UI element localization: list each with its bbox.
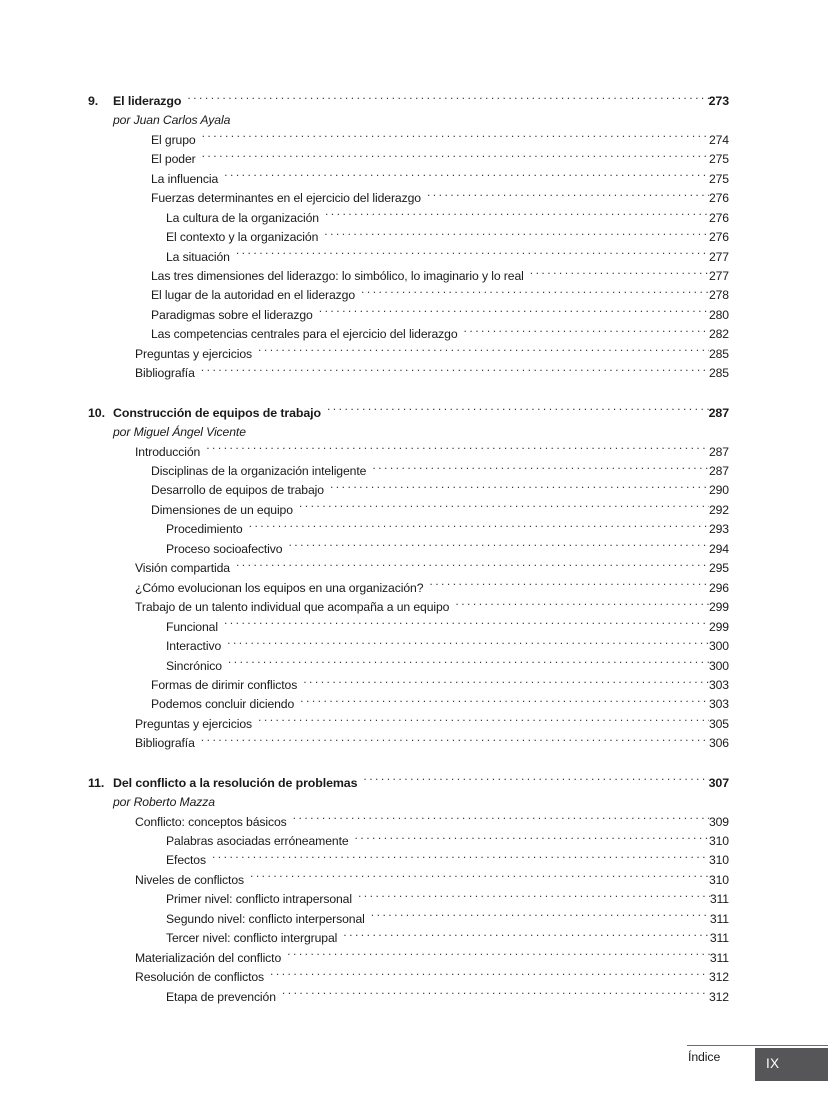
toc-entry[interactable] [88,520,729,539]
toc-chapter [88,92,729,384]
toc-entry-label: Desarrollo de equipos de trabajo [151,483,324,498]
toc-chapter-title: El liderazgo [113,94,182,108]
toc-entry-page: 312 [708,970,729,985]
toc-entry[interactable] [88,131,729,150]
toc-entry-page: 280 [708,307,729,322]
toc-entry-label: La situación [166,249,230,264]
dot-leader [258,346,709,358]
footer-rule [687,1045,828,1046]
toc-entry-page: 310 [708,872,729,887]
toc-entry[interactable] [88,988,729,1007]
dot-leader [236,248,709,260]
toc-entry-label: Primer nivel: conflicto intrapersonal [166,892,352,907]
dot-leader [212,852,709,864]
page-number: IX [766,1056,780,1071]
toc-entry-page: 303 [708,697,729,712]
toc-entry[interactable] [88,657,729,676]
dot-leader [201,365,709,377]
toc-entry[interactable] [88,695,729,714]
dot-leader [371,911,710,923]
dot-leader [236,560,709,572]
toc-entry-page: 303 [708,677,729,692]
toc-chapter [88,774,729,1007]
toc-entry-label: Preguntas y ejercicios [135,716,253,731]
dot-leader [300,696,709,708]
toc-entry-label: Efectos [166,853,206,868]
toc-chapter-author: por Juan Carlos Ayala [113,113,231,128]
toc-entry-label: Materialización del conflicto [135,950,282,965]
toc-entry-page: 282 [708,327,729,342]
toc-chapter-author: por Miguel Ángel Vicente [113,425,246,440]
dot-leader [224,171,709,183]
toc-entry-label: El poder [151,152,196,167]
dot-leader [427,190,709,202]
dot-leader [358,891,710,903]
toc-entry-label: Dimensiones de un equipo [151,502,293,517]
toc-chapter-page: 307 [708,775,729,790]
toc-entry-page: 300 [708,639,729,654]
dot-leader [372,463,709,475]
dot-leader [299,502,709,514]
toc-entry[interactable] [88,598,729,617]
dot-leader [530,268,709,280]
toc-entry-page: 285 [708,346,729,361]
toc-entry[interactable] [88,364,729,383]
dot-leader [325,209,709,221]
toc-entry[interactable] [88,890,729,909]
toc-entry[interactable] [88,949,729,968]
page-footer [0,1040,828,1119]
dot-leader [455,599,709,611]
toc-entry-label: Disciplinas de la organización inteligente [151,463,367,478]
toc-entry-label: Resolución de conflictos [135,970,265,985]
toc-entry[interactable] [88,540,729,559]
toc-entry-page: 296 [708,580,729,595]
dot-leader [228,657,709,669]
toc-entry-page: 293 [708,522,729,537]
toc-entry-page: 277 [708,268,729,283]
toc-entry[interactable] [88,734,729,753]
toc-entry-page: 310 [708,853,729,868]
dot-leader [355,833,709,845]
toc-entry[interactable] [88,501,729,520]
dot-leader [227,638,709,650]
toc-entry-label: El grupo [151,132,196,147]
toc-entry[interactable] [88,462,729,481]
toc-chapter-heading[interactable] [88,774,729,793]
toc-chapter [88,404,729,754]
toc-chapter-page: 273 [708,94,729,108]
toc-entry-page: 278 [708,288,729,303]
toc-entry-label: La cultura de la organización [166,210,319,225]
toc-entry-label: Procedimiento [166,522,243,537]
dot-leader [250,872,709,884]
toc-entry-label: Podemos concluir diciendo [151,697,295,712]
toc-entry-page: 311 [709,931,729,946]
toc-entry[interactable] [88,813,729,832]
footer-section-label: Índice [688,1050,721,1064]
dot-leader [270,969,709,981]
toc-entry-label: Proceso socioafectivo [166,541,283,556]
toc-entry-page: 276 [708,191,729,206]
toc-entry[interactable] [88,851,729,870]
toc-entry[interactable] [88,910,729,929]
dot-leader [327,404,709,416]
toc-entry[interactable] [88,189,729,208]
toc-entry-page: 312 [708,989,729,1004]
dot-leader [201,735,709,747]
toc-entry[interactable] [88,637,729,656]
toc-entry-page: 287 [708,463,729,478]
toc-chapter-heading[interactable] [88,404,729,423]
toc-entry-page: 274 [708,132,729,147]
toc-entry[interactable] [88,150,729,169]
dot-leader [258,716,709,728]
dot-leader [363,774,708,786]
toc-entry-label: Fuerzas determinantes en el ejercicio del liderazgo [151,191,421,206]
toc-entry[interactable] [88,306,729,325]
toc-entry-page: 311 [709,892,729,907]
toc-entry[interactable] [88,579,729,598]
toc-entry[interactable] [88,832,729,851]
toc-entry[interactable] [88,170,729,189]
dot-leader [324,229,709,241]
dot-leader [202,151,709,163]
toc-entry[interactable] [88,618,729,637]
toc-entry-label: Bibliografía [135,366,195,381]
dot-leader [343,930,710,942]
toc-entry-label: Niveles de conflictos [135,872,244,887]
toc-entry-page: 295 [708,561,729,576]
toc-entry[interactable] [88,929,729,948]
toc-entry-label: El contexto y la organización [166,230,319,245]
dot-leader [464,326,709,338]
page-number-box [755,1048,828,1081]
toc-entry-page: 285 [708,366,729,381]
toc-entry-label: Conflicto: conceptos básicos [135,814,287,829]
toc-entry-label: Formas de dirimir conflictos [151,677,298,692]
dot-leader [249,521,709,533]
toc-entry-label: Etapa de prevención [166,989,276,1004]
toc-entry-page: 305 [708,716,729,731]
dot-leader [202,132,709,144]
toc-entry[interactable] [88,481,729,500]
toc-entry-page: 277 [708,249,729,264]
toc-entry-label: La influencia [151,171,219,186]
toc-entry-page: 276 [708,210,729,225]
toc-entry-page: 292 [708,502,729,517]
toc-entry[interactable] [88,715,729,734]
toc-entry-page: 290 [708,483,729,498]
dot-leader [361,287,709,299]
toc-entry-label: Visión compartida [135,561,230,576]
toc-entry-label: Interactivo [166,639,222,654]
dot-leader [282,988,709,1000]
toc-entry-page: 309 [708,814,729,829]
toc-entry-page: 294 [708,541,729,556]
toc-entry-label: Las competencias centrales para el ejercicio del liderazgo [151,327,458,342]
toc-entry[interactable] [88,325,729,344]
toc-entry[interactable] [88,968,729,987]
dot-leader [303,677,709,689]
toc-chapter-title: Construcción de equipos de trabajo [113,405,321,420]
toc-entry-page: 310 [708,834,729,849]
toc-entry-page: 299 [708,619,729,634]
toc-entry[interactable] [88,267,729,286]
toc-entry-page: 306 [708,736,729,751]
toc-chapter-page: 287 [708,405,729,420]
toc-entry-label: Bibliografía [135,736,195,751]
toc-entry-page: 311 [709,950,729,965]
dot-leader [224,618,709,630]
toc-entry[interactable] [88,248,729,267]
toc-entry-label: Sincrónico [166,658,222,673]
toc-entry-page: 300 [708,658,729,673]
dot-leader [293,813,709,825]
toc-entry-page: 275 [708,152,729,167]
toc-entry[interactable] [88,871,729,890]
dot-leader [330,482,709,494]
toc-entry-label: El lugar de la autoridad en el liderazgo [151,288,356,303]
toc-entry-label: Funcional [166,619,218,634]
toc-entry[interactable] [88,286,729,305]
toc-entry-page: 299 [708,600,729,615]
toc-entry-label: Segundo nivel: conflicto interpersonal [166,911,365,926]
dot-leader [429,580,709,592]
toc-entry-page: 311 [709,911,729,926]
dot-leader [288,541,709,553]
toc-entry[interactable] [88,228,729,247]
toc-entry-label: Las tres dimensiones del liderazgo: lo simbólico, lo imaginario y lo real [151,268,524,283]
toc-entry-page: 287 [708,444,729,459]
toc-entry-label: Introducción [135,444,201,459]
toc-entry-label: Trabajo de un talento individual que acompaña a un equipo [135,600,450,615]
toc-chapter-heading[interactable] [88,92,729,111]
toc-entry[interactable] [88,209,729,228]
toc-entry[interactable] [88,559,729,578]
dot-leader [319,307,709,319]
toc-chapter-number: 11. [88,775,105,790]
toc-entry-page: 276 [708,230,729,245]
toc-chapter-author: por Roberto Mazza [113,795,215,810]
toc-chapter-number: 9. [88,94,99,108]
table-of-contents [88,92,729,1007]
toc-entry[interactable] [88,443,729,462]
toc-chapter-title: Del conflicto a la resolución de problemas [113,775,358,790]
toc-entry[interactable] [88,345,729,364]
toc-entry-label: Palabras asociadas erróneamente [166,834,349,849]
toc-entry[interactable] [88,676,729,695]
toc-entry-label: Preguntas y ejercicios [135,346,253,361]
dot-leader [287,950,710,962]
dot-leader [187,93,708,105]
toc-chapter-number: 10. [88,405,105,420]
dot-leader [206,443,709,455]
toc-entry-label: Tercer nivel: conflicto intergrupal [166,931,338,946]
toc-entry-label: Paradigmas sobre el liderazgo [151,307,313,322]
toc-entry-page: 275 [708,171,729,186]
toc-entry-label: ¿Cómo evolucionan los equipos en una organización? [135,580,424,595]
